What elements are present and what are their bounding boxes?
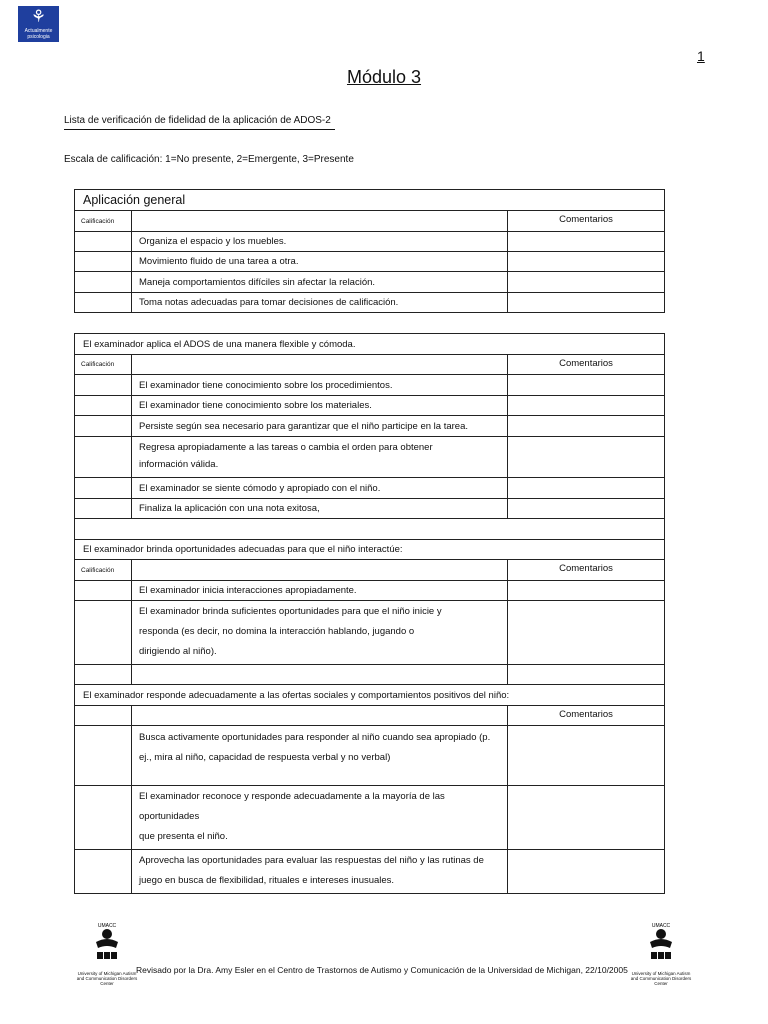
site-badge-logo	[18, 6, 59, 42]
umacc-emblem-icon	[76, 920, 138, 966]
comment-cell[interactable]	[508, 396, 665, 416]
section-examiner-table	[74, 333, 665, 894]
comment-cell[interactable]	[508, 499, 665, 519]
comments-column-label: Comentarios	[508, 560, 665, 581]
badge-sublabel: psicologia	[27, 34, 50, 40]
item-text: Movimiento fluido de una tarea a otra.	[132, 252, 508, 272]
footer-revision-note: Revisado por la Dra. Amy Esler en el Centro de Trastornos de Autismo y Comunicación de la Universidad de Michigan, 22/10/2005	[136, 965, 628, 975]
umacc-logo-left	[76, 920, 138, 986]
item-text: Maneja comportamientos difíciles sin afectar la relación.	[132, 272, 508, 293]
section-heading: El examinador responde adecuadamente a las ofertas sociales y comportamientos positivos del niño:	[75, 685, 665, 706]
item-text: El examinador brinda suficientes oportunidades para que el niño inicie y responda (es decir, no domina la interacción hablando, jugando o dirigiendo al niño).	[132, 601, 508, 665]
item-text: Busca activamente oportunidades para responder al niño cuando sea apropiado (p. ej., mira al niño, capacidad de respuesta verbal y no verbal)	[132, 726, 508, 786]
item-text: Aprovecha las oportunidades para evaluar las respuestas del niño y las rutinas de juego en busca de flexibilidad, rituales e intereses inusuales.	[132, 850, 508, 894]
comment-cell[interactable]	[508, 581, 665, 601]
item-text: El examinador se siente cómodo y apropiado con el niño.	[132, 478, 508, 499]
rating-column-label: Calificación	[75, 355, 132, 375]
rating-cell[interactable]	[75, 850, 132, 894]
rating-cell[interactable]	[75, 396, 132, 416]
comments-column-label: Comentarios	[508, 355, 665, 375]
item-text: Toma notas adecuadas para tomar decisiones de calificación.	[132, 293, 508, 313]
rating-cell[interactable]	[75, 272, 132, 293]
page-number: 1	[697, 48, 705, 64]
comment-cell[interactable]	[508, 252, 665, 272]
rating-cell[interactable]	[75, 252, 132, 272]
spacer-row	[75, 519, 665, 540]
section-heading: El examinador brinda oportunidades adecuadas para que el niño interactúe:	[75, 540, 665, 560]
rating-cell[interactable]	[75, 293, 132, 313]
rating-scale: Escala de calificación: 1=No presente, 2=Emergente, 3=Presente	[64, 154, 354, 165]
comment-cell[interactable]	[508, 437, 665, 478]
rating-cell[interactable]	[75, 786, 132, 850]
umacc-emblem-icon	[630, 920, 692, 966]
rating-cell[interactable]	[75, 375, 132, 396]
item-text: Regresa apropiadamente a las tareas o cambia el orden para obtener información válida.	[132, 437, 508, 478]
svg-text:UMACC: UMACC	[97, 923, 117, 929]
rating-cell[interactable]	[75, 478, 132, 499]
item-text: El examinador tiene conocimiento sobre los materiales.	[132, 396, 508, 416]
item-text: Organiza el espacio y los muebles.	[132, 232, 508, 252]
comments-column-label: Comentarios	[508, 211, 665, 232]
comment-cell[interactable]	[508, 416, 665, 437]
rating-cell[interactable]	[75, 601, 132, 665]
page-title: Módulo 3	[346, 67, 422, 87]
rating-cell[interactable]	[75, 581, 132, 601]
badge-label: Actualmente	[24, 28, 53, 34]
comment-cell[interactable]	[508, 850, 665, 894]
comment-cell[interactable]	[508, 272, 665, 293]
rating-cell[interactable]	[75, 416, 132, 437]
rating-cell[interactable]	[75, 499, 132, 519]
comment-cell[interactable]	[508, 726, 665, 786]
rating-cell[interactable]	[75, 726, 132, 786]
comment-cell[interactable]	[508, 601, 665, 665]
rating-column-label: Calificación	[75, 211, 132, 232]
section-general-table	[74, 189, 665, 313]
section-heading: Aplicación general	[75, 190, 665, 211]
logo-caption: University of Michigan Autism and Communication Disorders Center	[630, 971, 692, 986]
rating-cell[interactable]	[75, 437, 132, 478]
item-text: El examinador inicia interacciones apropiadamente.	[132, 581, 508, 601]
comment-cell[interactable]	[508, 293, 665, 313]
comment-cell[interactable]	[508, 478, 665, 499]
list-title: Lista de verificación de fidelidad de la aplicación de ADOS-2	[64, 115, 335, 130]
comments-column-label: Comentarios	[508, 706, 665, 726]
item-text: Persiste según sea necesario para garantizar que el niño participe en la tarea.	[132, 416, 508, 437]
rating-cell[interactable]	[75, 232, 132, 252]
item-text: El examinador tiene conocimiento sobre los procedimientos.	[132, 375, 508, 396]
comment-cell[interactable]	[508, 375, 665, 396]
comment-cell[interactable]	[508, 232, 665, 252]
rating-column-label: Calificación	[75, 560, 132, 581]
comment-cell[interactable]	[508, 786, 665, 850]
logo-caption: University of Michigan Autism and Communication Disorders Center	[76, 971, 138, 986]
umacc-logo-right	[630, 920, 692, 986]
logo-icon: ⚘	[30, 7, 47, 26]
svg-text:UMACC: UMACC	[651, 923, 671, 929]
item-text: Finaliza la aplicación con una nota exitosa,	[132, 499, 508, 519]
section-heading: El examinador aplica el ADOS de una manera flexible y cómoda.	[75, 334, 665, 355]
item-text: El examinador reconoce y responde adecuadamente a la mayoría de las oportunidades que presenta el niño.	[132, 786, 508, 850]
